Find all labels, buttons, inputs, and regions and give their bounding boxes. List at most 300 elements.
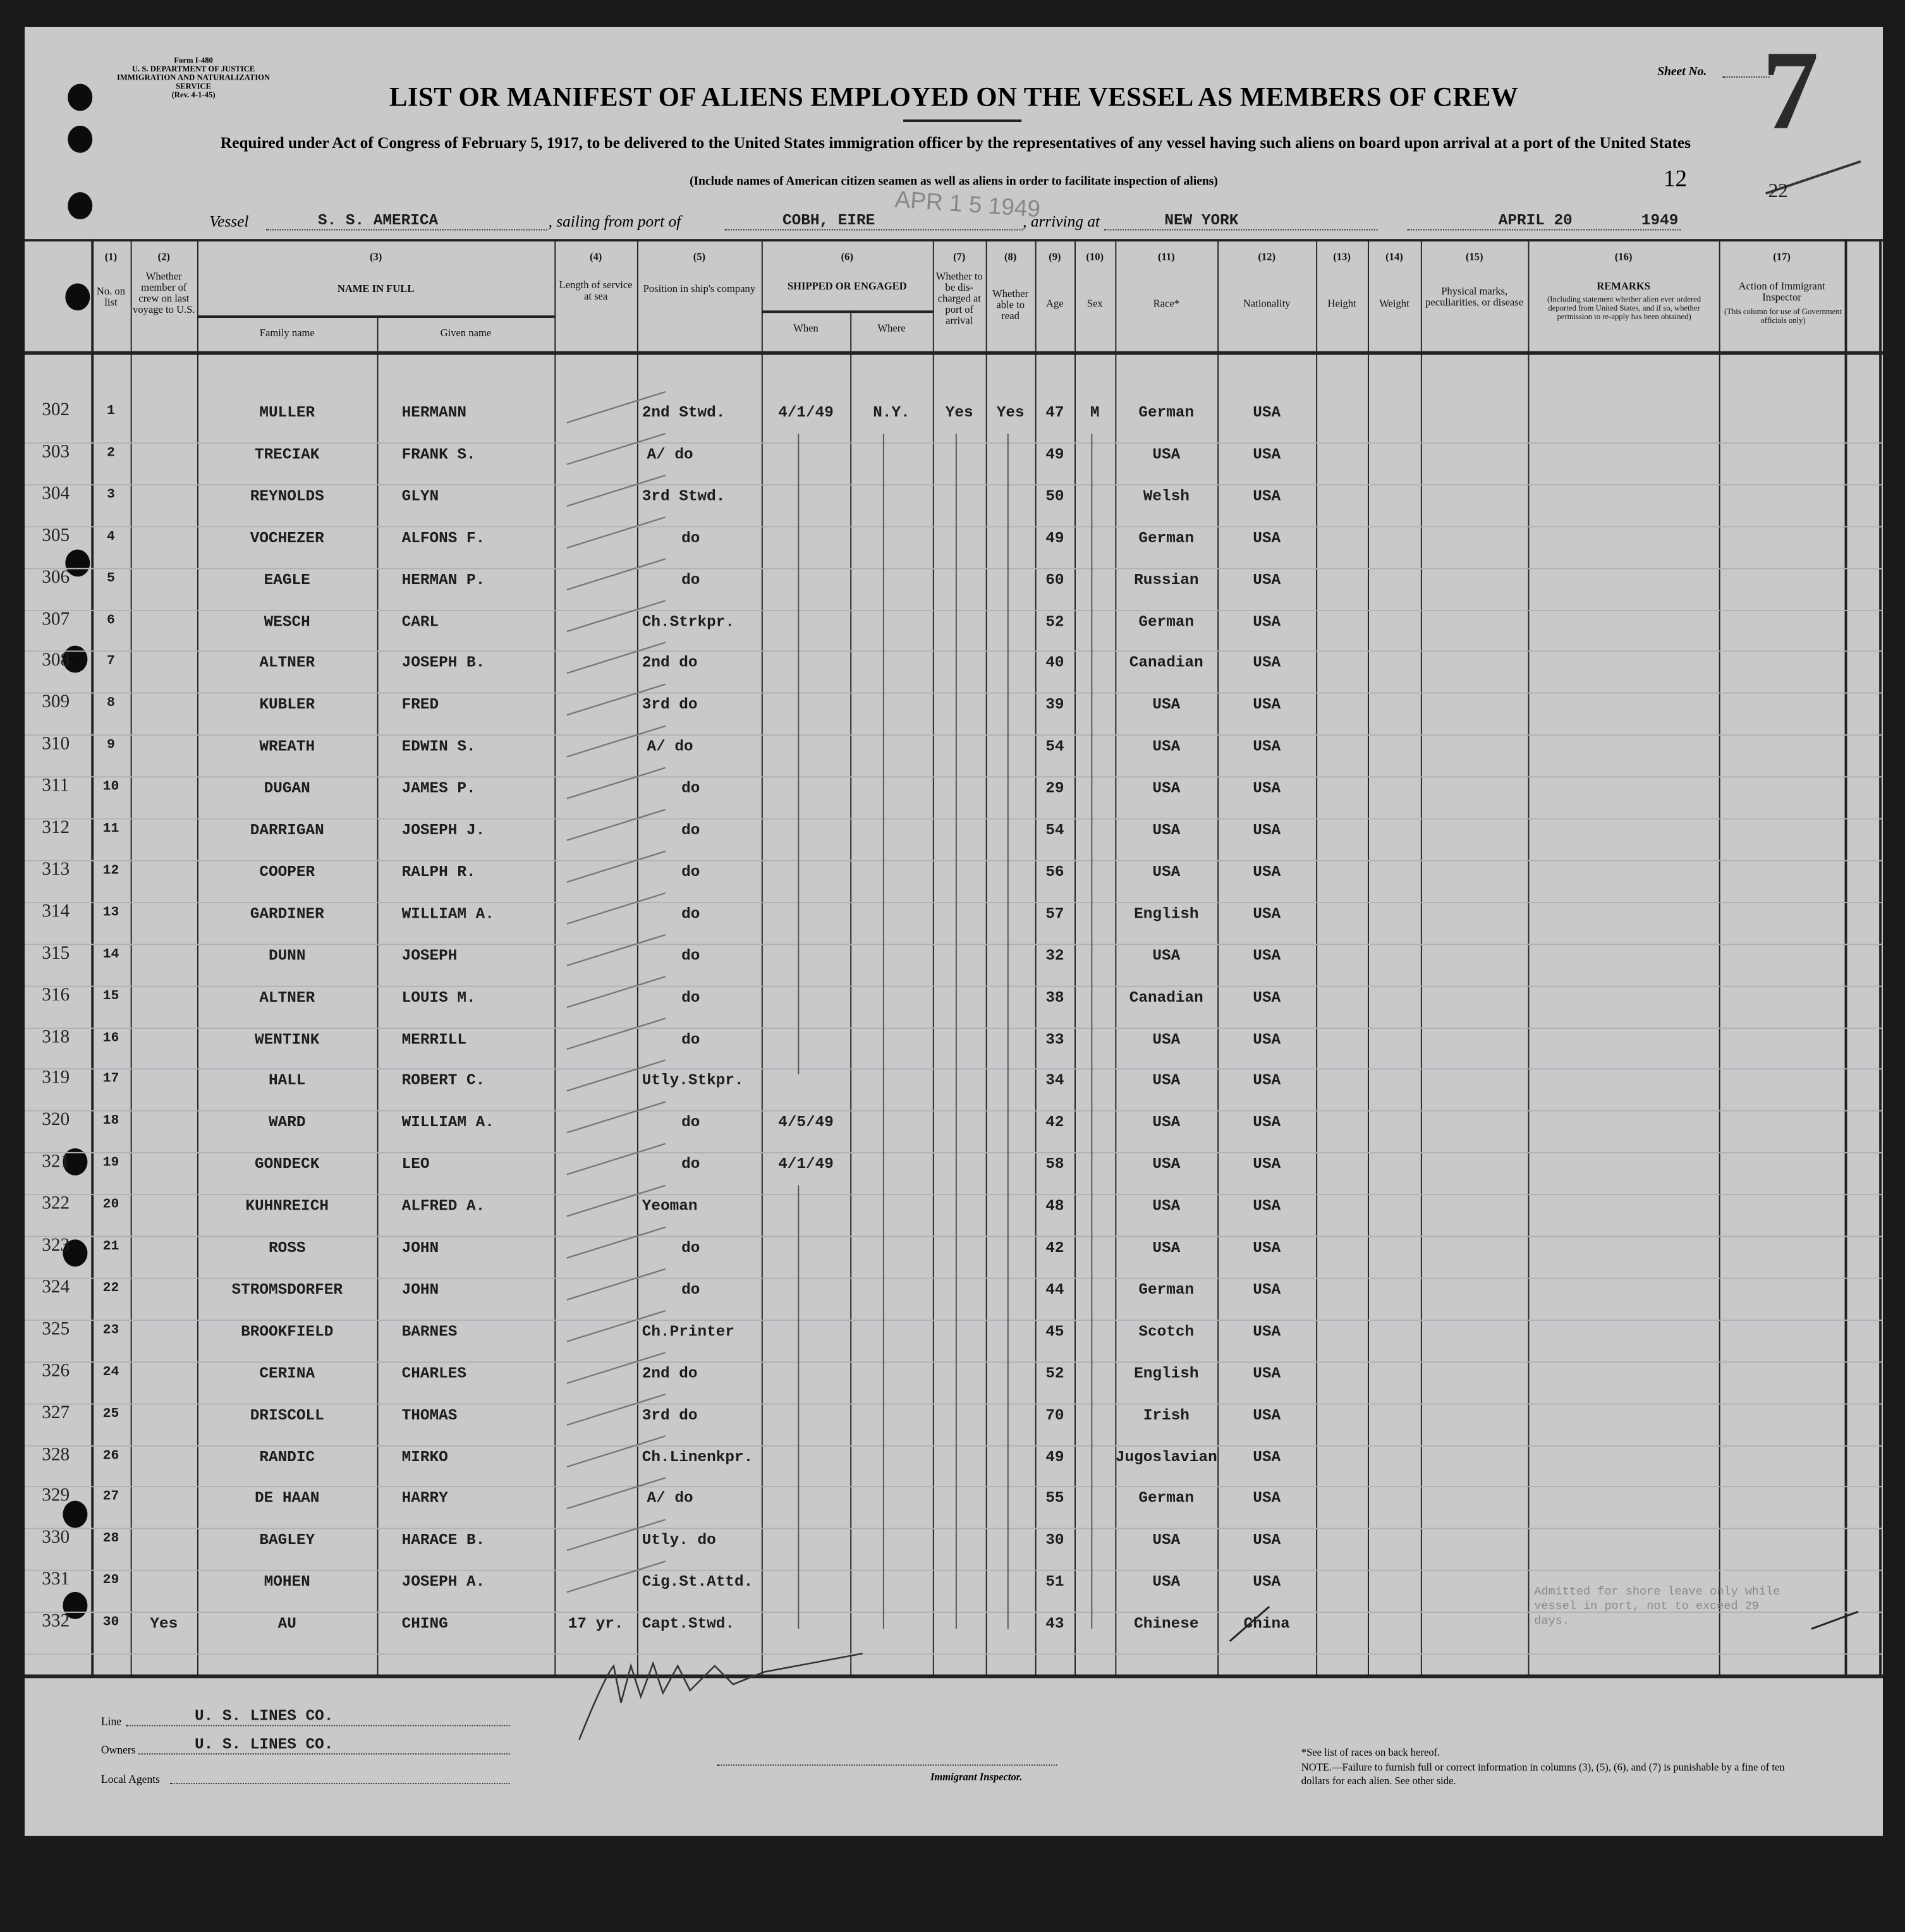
cell-position: do (681, 822, 700, 839)
cell-nationality: USA (1253, 696, 1281, 714)
margin-line-number: 315 (42, 943, 70, 963)
column-number-c1: (1) (104, 250, 118, 263)
cell-when: 4/1/49 (778, 1156, 834, 1174)
cell-race: Jugoslavian (1115, 1448, 1217, 1466)
column-number-c3: (3) (369, 250, 382, 263)
cell-nationality: USA (1253, 1574, 1281, 1591)
cell-family: TRECIAK (255, 446, 320, 463)
page-title: LIST OR MANIFEST OF ALIENS EMPLOYED ON THE VESSEL AS MEMBERS OF CREW (389, 81, 1519, 112)
arrival-date: APRIL 20 (1498, 212, 1573, 229)
inspector-line (717, 1765, 1057, 1766)
sailing-label: , sailing from port of (548, 212, 681, 231)
cell-race: English (1134, 905, 1199, 923)
cell-nationality: USA (1253, 1531, 1281, 1550)
cell-given: JOSEPH A. (401, 1574, 485, 1591)
cell-race: Russian (1134, 571, 1199, 589)
margin-line-number: 313 (42, 860, 70, 880)
cell-given: JAMES P. (401, 780, 476, 798)
cell-no: 14 (102, 947, 119, 963)
cell-race: USA (1152, 1574, 1181, 1591)
cell-family: DUNN (268, 947, 306, 964)
cell-no: 1 (107, 404, 115, 419)
cell-family: WREATH (259, 738, 315, 756)
inspector-subheader: (This column for use of Government officials only) (1724, 308, 1842, 325)
cell-race: Scotch (1138, 1323, 1195, 1340)
cell-age: 56 (1045, 863, 1064, 881)
margin-line-number: 304 (42, 483, 70, 504)
column-number-c15: (15) (1465, 250, 1483, 263)
cell-family: GONDECK (255, 1156, 320, 1174)
owners-value: U. S. LINES CO. (195, 1735, 334, 1754)
column-number-c10: (10) (1086, 250, 1104, 263)
cell-given: EDWIN S. (401, 738, 476, 756)
cell-nationality: USA (1253, 1490, 1281, 1508)
line-value: U. S. LINES CO. (195, 1708, 334, 1725)
pencil-check-mark (567, 1478, 666, 1509)
cell-no: 21 (102, 1239, 119, 1255)
cell-position: A/ do (647, 446, 693, 463)
margin-line-number: 309 (42, 693, 70, 713)
cell-position: do (681, 1281, 700, 1299)
cell-age: 45 (1045, 1323, 1064, 1340)
cell-family: BROOKFIELD (241, 1323, 334, 1340)
cell-no: 8 (107, 696, 115, 712)
cell-no: 16 (102, 1030, 119, 1046)
pencil-check-mark (567, 559, 666, 590)
cell-position: do (681, 988, 700, 1007)
cell-age: 44 (1045, 1281, 1064, 1299)
cell-given: JOSEPH (401, 947, 458, 964)
cell-position: Utly.Stkpr. (642, 1072, 744, 1090)
margin-line-number: 314 (42, 901, 70, 921)
cell-race: German (1138, 529, 1195, 547)
column-number-c4: (4) (589, 250, 602, 263)
cell-family: BAGLEY (259, 1531, 315, 1550)
cell-position: do (681, 529, 700, 547)
cell-age: 32 (1045, 947, 1064, 964)
cell-race: German (1138, 1490, 1195, 1508)
cell-nationality: USA (1253, 988, 1281, 1007)
races-note: *See list of races on back hereof. (1301, 1746, 1440, 1759)
cell-age: 50 (1045, 487, 1064, 505)
cell-nationality: USA (1253, 404, 1281, 422)
margin-line-number: 312 (42, 818, 70, 838)
cell-nationality: USA (1253, 529, 1281, 547)
cell-family: DE HAAN (255, 1490, 320, 1508)
cell-age: 39 (1045, 696, 1064, 714)
cell-nationality: USA (1253, 1156, 1281, 1174)
column-header-family-name: Family name (259, 326, 315, 339)
cell-nationality: USA (1253, 947, 1281, 964)
margin-line-number: 310 (42, 734, 70, 755)
cell-no: 11 (102, 822, 119, 837)
cell-race: Canadian (1129, 988, 1203, 1007)
column-number-c6: (6) (841, 250, 854, 263)
pencil-check-mark (567, 1311, 666, 1342)
margin-line-number: 306 (42, 567, 70, 588)
margin-line-number: 308 (42, 651, 70, 671)
column-header-c13: Height (1327, 296, 1356, 310)
column-header-c15: Physical marks, peculiarities, or disease (1425, 284, 1524, 308)
cell-age: 29 (1045, 780, 1064, 798)
cell-no: 28 (102, 1531, 119, 1547)
cell-no: 18 (102, 1114, 119, 1129)
cell-given: HERMANN (401, 404, 466, 422)
cell-age: 48 (1045, 1198, 1064, 1215)
cell-given: ROBERT C. (401, 1072, 485, 1090)
cell-nationality: USA (1253, 1448, 1281, 1466)
cell-family: WARD (268, 1114, 306, 1132)
date-stamp: APR 1 5 1949 (894, 187, 1042, 224)
cell-nationality: USA (1253, 1198, 1281, 1215)
pencil-check-mark (567, 684, 666, 715)
cell-nationality: USA (1253, 822, 1281, 839)
cell-given: MERRILL (401, 1030, 466, 1048)
cell-position: do (681, 571, 700, 589)
column-number-c9: (9) (1049, 250, 1061, 263)
cell-race: German (1138, 612, 1195, 631)
column-header-where: Where (877, 321, 906, 334)
cell-family: MULLER (259, 404, 315, 422)
margin-line-number: 325 (42, 1319, 70, 1339)
cell-age: 43 (1045, 1615, 1064, 1633)
cell-nationality: USA (1253, 612, 1281, 631)
cell-no: 5 (107, 571, 115, 586)
cell-age: 55 (1045, 1490, 1064, 1508)
cell-no: 19 (102, 1156, 119, 1171)
cell-nationality: USA (1253, 738, 1281, 756)
column-header-c2: Whether member of crew on last voyage to U.S. (133, 269, 195, 316)
cell-nationality: USA (1253, 446, 1281, 463)
margin-line-number: 324 (42, 1277, 70, 1297)
cell-given: JOHN (401, 1239, 439, 1257)
cell-position: do (681, 1156, 700, 1174)
cell-given: THOMAS (401, 1406, 458, 1424)
page-count: 12 (1663, 166, 1688, 193)
cell-discharged: Yes (945, 404, 973, 422)
cell-race: USA (1152, 1072, 1181, 1090)
pencil-check-mark (567, 1144, 666, 1175)
cell-age: 47 (1045, 404, 1064, 422)
cell-no: 3 (107, 487, 115, 503)
cell-position: do (681, 1239, 700, 1257)
column-header-c4: Length of service at sea (559, 278, 633, 302)
column-header-c5: Position in ship's company (643, 282, 756, 295)
cell-no: 6 (107, 612, 115, 628)
pencil-check-mark (567, 475, 666, 506)
pencil-check-mark (567, 1394, 666, 1425)
cell-given: MIRKO (401, 1448, 448, 1466)
margin-line-number: 329 (42, 1486, 70, 1507)
sheet-number: 7 (1762, 27, 1819, 153)
cell-age: 57 (1045, 905, 1064, 923)
cell-race: USA (1152, 696, 1181, 714)
cell-age: 51 (1045, 1574, 1064, 1591)
cell-age: 30 (1045, 1531, 1064, 1550)
cell-no: 15 (102, 988, 119, 1004)
cell-age: 60 (1045, 571, 1064, 589)
cell-nationality: USA (1253, 1072, 1281, 1090)
cell-race: Welsh (1143, 487, 1190, 505)
cell-family: RANDIC (259, 1448, 315, 1466)
cell-no: 20 (102, 1198, 119, 1213)
cell-given: JOSEPH J. (401, 822, 485, 839)
cell-position: do (681, 1114, 700, 1132)
cell-race: USA (1152, 1156, 1181, 1174)
pencil-check-mark (567, 726, 666, 757)
cell-age: 34 (1045, 1072, 1064, 1090)
cell-race: English (1134, 1364, 1199, 1382)
column-header-c9: Age (1046, 296, 1064, 310)
cell-family: ALTNER (259, 988, 315, 1007)
inspector-signature (579, 1653, 862, 1739)
cell-family: DARRIGAN (250, 822, 324, 839)
pencil-check-mark (567, 1519, 666, 1550)
cell-age: 54 (1045, 822, 1064, 839)
cell-family: COOPER (259, 863, 315, 881)
cell-age: 58 (1045, 1156, 1064, 1174)
cell-position: Ch.Strkpr. (642, 612, 734, 631)
column-number-c2: (2) (157, 250, 170, 263)
cell-age: 42 (1045, 1114, 1064, 1132)
column-header-c16: REMARKS (1597, 279, 1650, 293)
agents-label: Local Agents (100, 1773, 160, 1785)
cell-race: Irish (1143, 1406, 1190, 1424)
margin-line-number: 302 (42, 400, 70, 420)
cell-nationality: USA (1253, 654, 1281, 672)
vessel-name: S. S. AMERICA (317, 212, 439, 229)
pencil-check-mark (567, 810, 666, 841)
column-number-c12: (12) (1258, 250, 1275, 263)
cell-position: Ch.Printer (642, 1323, 734, 1340)
pencil-check-mark (567, 1227, 666, 1258)
cell-position: 2nd do (642, 1364, 698, 1382)
margin-line-number: 323 (42, 1236, 70, 1256)
cell-position: A/ do (647, 738, 693, 756)
cell-family: ALTNER (259, 654, 315, 672)
department: U. S. DEPARTMENT OF JUSTICE (131, 65, 255, 74)
margin-line-number: 319 (42, 1069, 70, 1089)
cell-age: 52 (1045, 612, 1064, 631)
pencil-check-mark (567, 935, 666, 966)
cell-age: 33 (1045, 1030, 1064, 1048)
cell-read: Yes (996, 404, 1025, 422)
service: IMMIGRATION AND NATURALIZATION SERVICE (116, 73, 271, 92)
pencil-check-mark (567, 768, 666, 799)
margin-line-number: 311 (42, 776, 70, 796)
cell-family: DRISCOLL (250, 1406, 324, 1424)
cell-family: WENTINK (255, 1030, 320, 1048)
cell-position: Yeoman (642, 1198, 698, 1215)
pencil-check-mark (567, 976, 666, 1007)
cell-race: USA (1152, 1030, 1181, 1048)
cell-age: 70 (1045, 1406, 1064, 1424)
sheet-label: Sheet No. (1657, 65, 1707, 79)
column-header-c1: No. on list (96, 284, 126, 308)
cell-sex: M (1090, 404, 1100, 422)
cell-no: 9 (107, 738, 115, 753)
margin-line-number: 316 (42, 985, 70, 1005)
column-number-c8: (8) (1004, 250, 1017, 263)
departure-port: COBH, EIRE (782, 212, 875, 229)
column-header-c14: Weight (1379, 296, 1409, 310)
cell-given: WILLIAM A. (401, 1114, 494, 1132)
cell-nationality: USA (1253, 487, 1281, 505)
cell-no: 17 (102, 1072, 119, 1088)
cell-nationality: USA (1253, 780, 1281, 798)
column-number-c16: (16) (1614, 250, 1633, 263)
pencil-check-mark (567, 1352, 666, 1383)
cell-given: JOSEPH B. (401, 654, 485, 672)
column-header-c6: SHIPPED OR ENGAGED (787, 279, 907, 293)
agents-field (170, 1783, 510, 1784)
pencil-check-mark (567, 1102, 666, 1133)
cell-nationality: USA (1253, 1406, 1281, 1424)
margin-line-number: 330 (42, 1528, 70, 1548)
cell-age: 40 (1045, 654, 1064, 672)
cell-race: USA (1152, 947, 1181, 964)
margin-line-number: 303 (42, 442, 70, 462)
cell-given: ALFONS F. (401, 529, 485, 547)
cell-given: HARRY (401, 1490, 448, 1508)
owners-field (138, 1753, 510, 1754)
column-number-c11: (11) (1157, 250, 1175, 263)
cell-nationality: USA (1253, 1323, 1281, 1340)
svg-text:22: 22 (1768, 179, 1788, 202)
cell-given: ALFRED A. (401, 1198, 485, 1215)
cell-family: WESCH (264, 612, 310, 631)
margin-line-number: 321 (42, 1152, 70, 1172)
margin-line-number: 305 (42, 525, 70, 546)
cell-family: EAGLE (264, 571, 310, 589)
cell-position: 2nd Stwd. (642, 404, 726, 422)
pencil-check-mark (567, 392, 666, 423)
cell-age: 49 (1045, 1448, 1064, 1466)
column-number-c13: (13) (1333, 250, 1351, 263)
pencil-check-mark (567, 851, 666, 882)
arriving-label: , arriving at (1023, 212, 1100, 231)
cell-no: 2 (107, 446, 115, 461)
cell-race: Chinese (1134, 1615, 1199, 1633)
cell-given: BARNES (401, 1323, 458, 1340)
cell-family: CERINA (259, 1364, 315, 1382)
remarks-text: Admitted for shore leave only while vessel in port, not to exceed 29 days. (1534, 1584, 1780, 1628)
cell-family: KUHNREICH (245, 1198, 329, 1215)
cell-race: Canadian (1129, 654, 1203, 672)
cell-age: 54 (1045, 738, 1064, 756)
check-mark (1230, 1607, 1269, 1641)
cell-position: Cig.St.Attd. (642, 1574, 753, 1591)
cell-age: 42 (1045, 1239, 1064, 1257)
column-header-c10: Sex (1086, 296, 1103, 310)
cell-given: RALPH R. (401, 863, 476, 881)
penalty-note: NOTE.—Failure to furnish full or correct information in columns (3), (5), (6), and (7) is punishable by a fine of ten dollars for each alien. See other side. (1301, 1760, 1785, 1787)
cell-no: 30 (102, 1615, 119, 1631)
cell-no: 13 (102, 905, 119, 920)
column-header-c3: NAME IN FULL (337, 282, 415, 295)
cell-no: 12 (102, 863, 119, 878)
inspector-label: Immigrant Inspector. (930, 1770, 1023, 1783)
cell-family: AU (277, 1615, 296, 1633)
cell-given: LEO (401, 1156, 430, 1174)
cell-position: 3rd do (642, 696, 698, 714)
vessel-label: Vessel (209, 212, 249, 231)
cell-nationality: USA (1253, 1239, 1281, 1257)
cell-nationality: USA (1253, 1364, 1281, 1382)
cell-race: USA (1152, 1239, 1181, 1257)
subtitle: Required under Act of Congress of February 5, 1917, to be delivered to the United States immigration officer by the representatives of any vessel having such aliens on board upon arrival at a port of the United States (220, 133, 1691, 152)
cell-position: Utly. do (642, 1531, 716, 1550)
owners-label: Owners (100, 1743, 136, 1756)
instructions-note: (Include names of American citizen seamen as well as aliens in order to facilitate inspection of aliens) (690, 174, 1218, 189)
margin-line-number: 322 (42, 1194, 70, 1214)
cell-nationality: USA (1253, 1114, 1281, 1132)
cell-no: 10 (102, 780, 119, 795)
check-mark (1811, 1612, 1858, 1629)
pencil-check-mark (567, 1018, 666, 1049)
cell-family: STROMSDORFER (231, 1281, 343, 1299)
pencil-check-mark (567, 643, 666, 674)
cell-length: 17 yr. (568, 1615, 624, 1633)
cell-no: 26 (102, 1448, 119, 1464)
pencil-check-mark (567, 517, 666, 548)
cell-position: 3rd do (642, 1406, 698, 1424)
cell-race: German (1138, 404, 1195, 422)
arrival-port: NEW YORK (1164, 212, 1239, 229)
cell-age: 52 (1045, 1364, 1064, 1382)
form-number: Form I-480 (174, 56, 213, 66)
cell-given: CARL (401, 612, 439, 631)
cell-given: LOUIS M. (401, 988, 476, 1007)
arrival-year: 1949 (1641, 212, 1679, 229)
cell-race: USA (1152, 863, 1181, 881)
margin-line-number: 327 (42, 1402, 70, 1423)
cell-given: GLYN (401, 487, 439, 505)
margin-line-number: 328 (42, 1444, 70, 1465)
column-header-when: When (793, 321, 819, 334)
cell-family: MOHEN (264, 1574, 310, 1591)
cell-nationality: China (1243, 1615, 1290, 1633)
cell-nationality: USA (1253, 905, 1281, 923)
revision: (Rev. 4-1-45) (171, 91, 216, 100)
cell-age: 38 (1045, 988, 1064, 1007)
cell-given: WILLIAM A. (401, 905, 494, 923)
cell-no: 27 (102, 1490, 119, 1505)
cell-no: 7 (107, 654, 115, 670)
cell-no: 24 (102, 1364, 119, 1380)
cell-age: 49 (1045, 446, 1064, 463)
column-number-c5: (5) (693, 250, 706, 263)
column-header-c12: Nationality (1243, 296, 1291, 310)
cell-given: HERMAN P. (401, 571, 485, 589)
cell-given: CHING (401, 1615, 448, 1633)
cell-nationality: USA (1253, 1030, 1281, 1048)
line-label: Line (100, 1715, 122, 1728)
cell-given: CHARLES (401, 1364, 466, 1382)
pencil-check-mark (567, 893, 666, 924)
cell-nationality: USA (1253, 1281, 1281, 1299)
cell-family: HALL (268, 1072, 306, 1090)
column-header-given-name: Given name (440, 326, 492, 339)
cell-when: 4/1/49 (778, 404, 834, 422)
cell-position: Ch.Linenkpr. (642, 1448, 753, 1466)
cell-race: German (1138, 1281, 1195, 1299)
cell-race: USA (1152, 1114, 1181, 1132)
cell-position: 2nd do (642, 654, 698, 672)
cell-given: FRANK S. (401, 446, 476, 463)
cell-position: Capt.Stwd. (642, 1615, 734, 1633)
margin-line-number: 320 (42, 1110, 70, 1131)
